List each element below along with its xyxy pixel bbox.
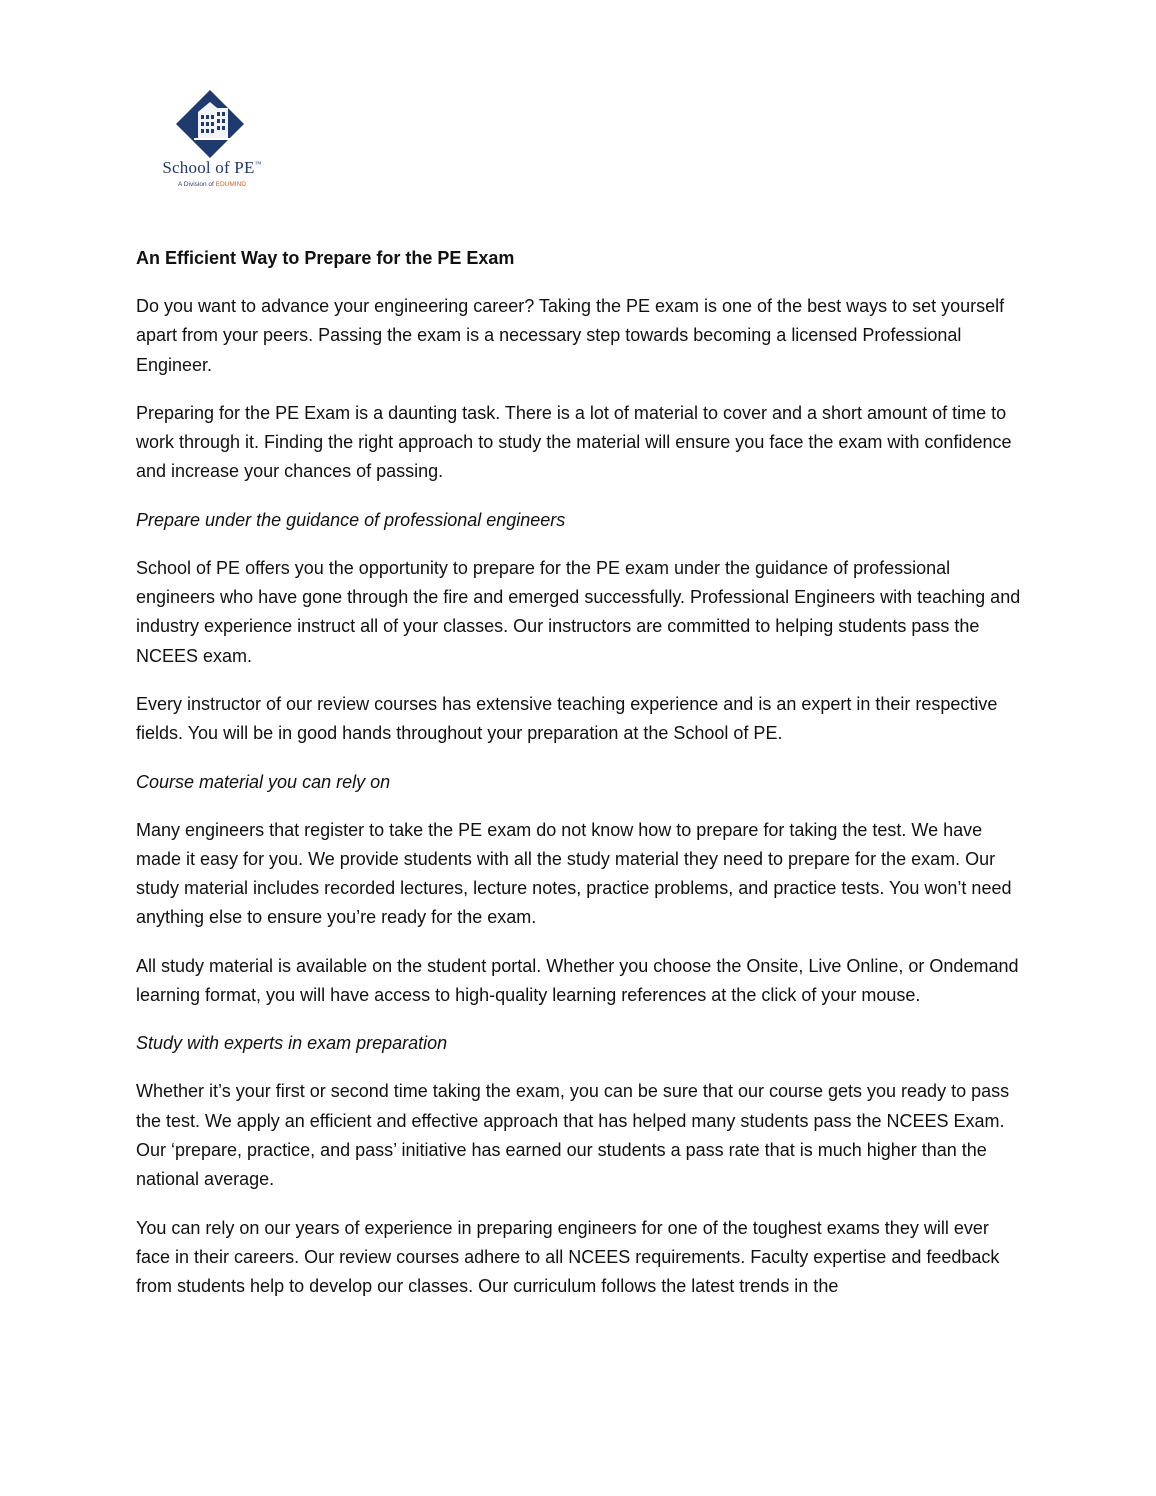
paragraph-8: You can rely on our years of experience in preparing engineers for one of the toughest exams they will ever face in their careers. Our review courses adhere to all NCEES requirements. Faculty expertise and feedback from students help to develop our classes. Our curriculum follows the latest trends in the: [136, 1217, 1000, 1297]
paragraph-2: Preparing for the PE Exam is a daunting task. There is a lot of material to cover and a short amount of time to work through it. Finding the right approach to study the material will ensure you face the exam with confidence and increase your chances of passing.: [136, 402, 1012, 482]
paragraph-3: School of PE offers you the opportunity to prepare for the PE exam under the guidance of professional engineers who have gone through the fire and emerged successfully. Professional Engineers with teaching and industry experience instruct all of your classes. Our instructors are committed to helping students pass the NCEES exam.: [136, 557, 1021, 666]
document-body: [136, 244, 1026, 1320]
section-heading-course-material: Course material you can rely on: [136, 771, 391, 792]
building-diamond-icon: [148, 86, 276, 158]
paragraph-1: Do you want to advance your engineering career? Taking the PE exam is one of the best ways to set yourself apart from your peers. Passing the exam is a necessary step towards becoming a licensed Professional Engineer.: [136, 296, 1005, 375]
section-heading-experts: Study with experts in exam preparation: [136, 1033, 448, 1054]
logo-wordmark: School of PE™: [162, 158, 262, 177]
section-heading-guidance: Prepare under the guidance of professional engineers: [136, 509, 566, 530]
school-of-pe-logo: [148, 86, 276, 202]
document-title: An Efficient Way to Prepare for the PE Exam: [136, 248, 515, 268]
paragraph-7: Whether it’s your first or second time taking the exam, you can be sure that our course gets you ready to pass the test. We apply an efficient and effective approach that has helped many students pass the NCEES Exam. Our ‘prepare, practice, and pass’ initiative has earned our students a pass rate that is much higher than the national average.: [136, 1081, 1010, 1190]
logo-division-brand: EDUMIND: [215, 181, 246, 188]
logo-division-line: A Division of EDUMIND: [178, 181, 246, 188]
paragraph-6: All study material is available on the student portal. Whether you choose the Onsite, Live Online, or Ondemand learning format, you will have access to high-quality learning references at the click of your mouse.: [136, 955, 1019, 1006]
paragraph-4: Every instructor of our review courses has extensive teaching experience and is an expert in their respective fields. You will be in good hands throughout your preparation at the School of PE.: [136, 693, 998, 744]
paragraph-5: Many engineers that register to take the PE exam do not know how to prepare for taking the test. We have made it easy for you. We provide students with all the study material they need to prepare for the exam. Our study material includes recorded lectures, lecture notes, practice problems, and practice tests. You won’t need anything else to ensure you’re ready for the exam.: [136, 819, 1012, 928]
